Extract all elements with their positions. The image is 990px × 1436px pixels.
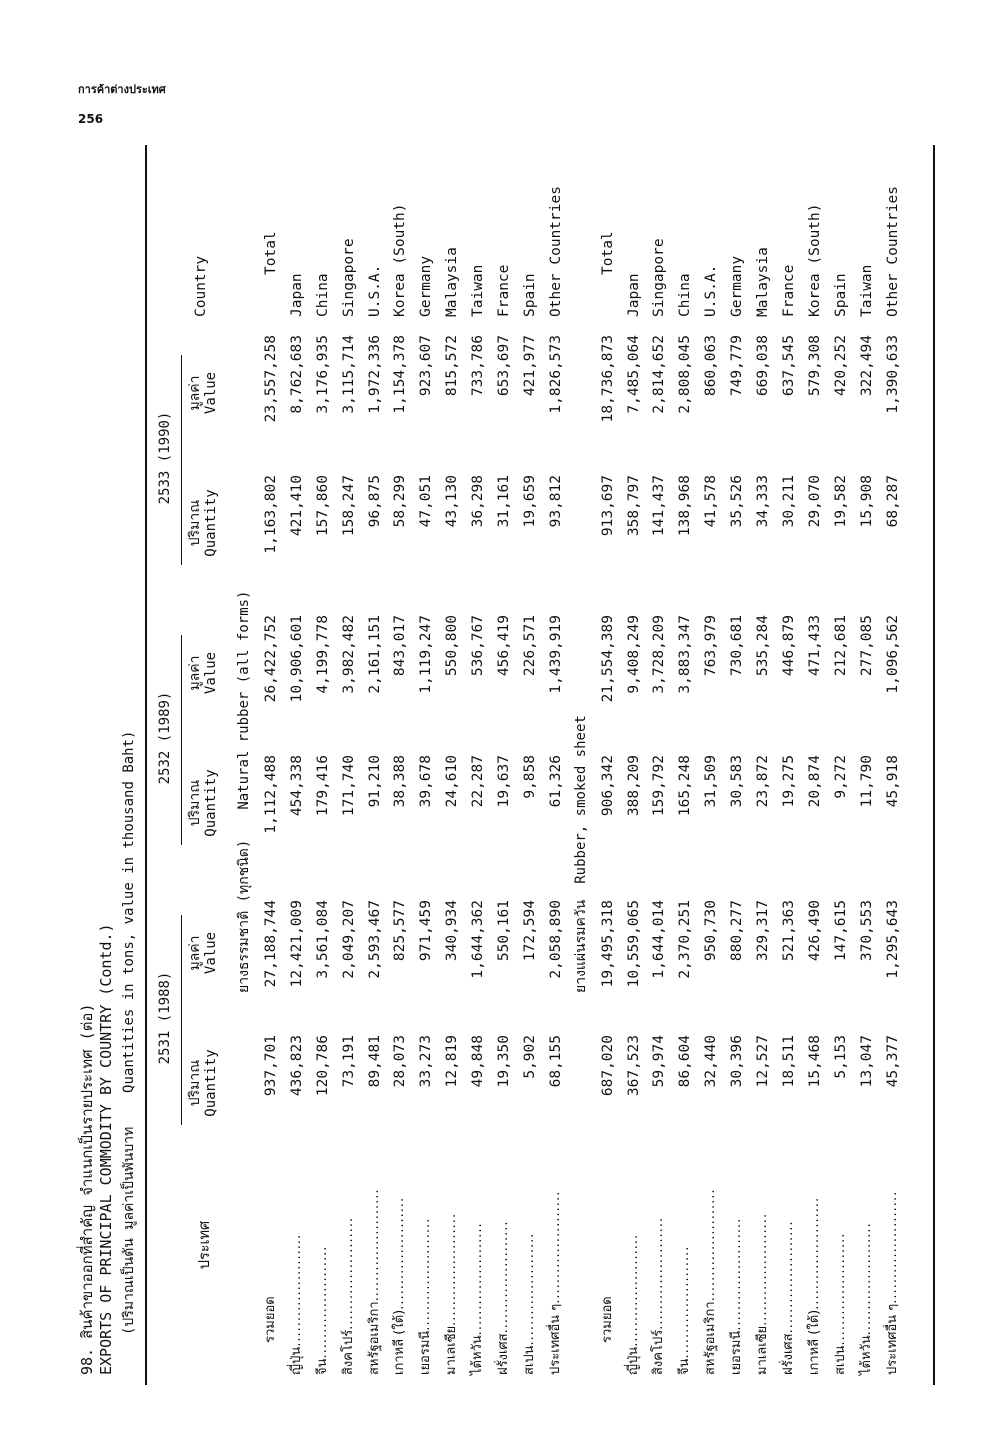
cell-q88: 30,396	[729, 1035, 746, 1088]
cell-v90: 421,977	[521, 335, 538, 397]
leader-dots: ......................	[418, 1217, 434, 1331]
cell-v90: 733,786	[470, 335, 487, 397]
cell-v90: 23,557,258	[262, 335, 279, 423]
header-value-thai: มูลค่า	[187, 935, 203, 971]
row-country-en: Singapore	[340, 238, 357, 317]
cell-q88: 5,153	[832, 1035, 849, 1079]
cell-v89: 471,433	[806, 615, 823, 677]
row-country-en: China	[314, 273, 331, 317]
leader-dots: ......................	[288, 1233, 304, 1347]
cell-q89: 11,790	[858, 755, 875, 808]
cell-v89: 446,879	[780, 615, 797, 677]
leader-dots: ......................	[444, 1212, 460, 1326]
cell-v88: 950,730	[703, 900, 720, 962]
cell-v90: 860,063	[703, 335, 720, 397]
cell-v89: 212,681	[832, 615, 849, 677]
cell-q90: 35,526	[729, 475, 746, 528]
cell-q90: 30,211	[780, 475, 797, 528]
cell-q90: 68,287	[884, 475, 901, 528]
cell-q89: 30,583	[729, 755, 746, 808]
row-country-thai: มาเลเซีย......................	[755, 1212, 770, 1375]
cell-v90: 749,779	[729, 335, 746, 397]
cell-q90: 34,333	[755, 475, 771, 528]
leader-dots: ......................	[677, 1245, 693, 1359]
cell-v88: 340,934	[444, 900, 461, 962]
table-row	[337, 145, 361, 1385]
cell-q89: 165,248	[677, 755, 694, 817]
row-country-thai: เกาหลี (ใต้)......................	[806, 1196, 822, 1375]
cell-v88: 1,644,014	[651, 900, 668, 979]
cell-q90: 96,875	[366, 475, 383, 528]
cell-v90: 8,762,683	[288, 335, 305, 414]
leader-dots: ......................	[470, 1222, 486, 1336]
cell-q89: 906,342	[599, 755, 616, 817]
cell-q90: 19,582	[832, 475, 849, 528]
cell-v89: 535,284	[755, 615, 771, 677]
leader-dots: ......................	[806, 1196, 822, 1310]
row-country-en: Taiwan	[858, 264, 875, 317]
header-value-en: Value	[203, 371, 219, 415]
bottom-rule	[933, 145, 935, 1385]
leader-dots: ......................	[366, 1188, 382, 1302]
row-country-en: China	[677, 273, 694, 317]
table-row	[673, 145, 697, 1385]
year-rule-1989	[181, 635, 182, 845]
cell-q89: 91,210	[366, 755, 383, 808]
cell-v88: 1,295,643	[884, 900, 901, 979]
header-country-en: Country	[193, 255, 209, 317]
row-country-en: Total	[262, 231, 279, 275]
leader-dots: ......................	[780, 1220, 796, 1334]
cell-q88: 120,786	[314, 1035, 331, 1097]
cell-v89: 277,085	[858, 615, 875, 677]
cell-v88: 2,058,890	[547, 900, 564, 979]
cell-q90: 15,908	[858, 475, 875, 528]
cell-q89: 19,637	[496, 755, 512, 808]
cell-q90: 31,161	[496, 475, 512, 528]
cell-q89: 39,678	[418, 755, 435, 808]
row-country-en: Taiwan	[470, 264, 487, 317]
leader-dots: ......................	[703, 1188, 719, 1302]
table-row	[829, 145, 853, 1385]
cell-v90: 420,252	[832, 335, 849, 397]
row-country-thai: ญี่ปุ่น......................	[625, 1233, 641, 1375]
cell-q90: 93,812	[547, 475, 564, 528]
header-quantity-en: Quantity	[203, 489, 219, 557]
cell-v89: 2,161,151	[366, 615, 383, 694]
cell-q90: 157,860	[314, 475, 331, 537]
leader-dots: ......................	[729, 1217, 745, 1331]
table-row	[492, 145, 516, 1385]
header-year-1990: 2533 (1990)	[157, 411, 173, 505]
cell-v90: 815,572	[444, 335, 461, 397]
cell-v90: 669,038	[755, 335, 771, 397]
row-country-thai: เกาหลี (ใต้)......................	[392, 1196, 408, 1375]
section-label	[233, 591, 255, 993]
table-row	[725, 145, 749, 1385]
row-country-en: Spain	[832, 273, 849, 317]
cell-v90: 18,736,873	[599, 335, 616, 423]
header-value-thai: มูลค่า	[187, 375, 203, 411]
cell-q90: 43,130	[444, 475, 461, 528]
row-country-thai: สเปน......................	[521, 1232, 537, 1375]
cell-q88: 19,350	[496, 1035, 512, 1088]
cell-q89: 20,874	[806, 755, 823, 808]
cell-q89: 19,275	[780, 755, 797, 808]
cell-q89: 1,112,488	[262, 755, 279, 834]
cell-q88: 73,191	[340, 1035, 357, 1088]
cell-q90: 913,697	[599, 475, 616, 537]
cell-q90: 138,968	[677, 475, 694, 537]
leader-dots: ......................	[755, 1212, 770, 1326]
row-country-en: Germany	[418, 255, 435, 317]
cell-v89: 9,408,249	[625, 615, 642, 694]
cell-v88: 550,161	[496, 900, 512, 962]
row-country-thai: เยอรมนี......................	[418, 1217, 434, 1375]
cell-q89: 179,416	[314, 755, 331, 817]
row-country-thai: ประเทศอื่น ๆ......................	[884, 1190, 900, 1375]
table-row	[440, 145, 464, 1385]
cell-q88: 28,073	[392, 1035, 409, 1088]
cell-q89: 388,209	[625, 755, 642, 817]
row-country-en: Other Countries	[884, 186, 901, 317]
cell-q90: 421,410	[288, 475, 305, 537]
row-country-en: Total	[599, 231, 616, 275]
unit-note	[118, 731, 140, 1335]
row-country-en: Korea (South)	[392, 203, 409, 317]
cell-q90: 358,797	[625, 475, 642, 537]
leader-dots: ......................	[858, 1222, 874, 1336]
cell-v88: 27,188,744	[262, 900, 279, 988]
page-number: 256	[78, 112, 104, 126]
row-country-thai: รวมยอด	[262, 1296, 278, 1343]
unit-note-english: Quantities in tons, value in thousand Baht)	[121, 730, 137, 1093]
cell-v90: 653,697	[496, 335, 512, 397]
cell-v90: 2,814,652	[651, 335, 668, 414]
cell-v90: 322,494	[858, 335, 875, 397]
table-row	[311, 145, 335, 1385]
header-quantity-thai: ปริมาณ	[187, 499, 203, 547]
cell-v90: 923,607	[418, 335, 435, 397]
cell-q88: 687,020	[599, 1035, 616, 1097]
cell-v90: 1,972,336	[366, 335, 383, 414]
header-value-thai: มูลค่า	[187, 655, 203, 691]
cell-q89: 9,858	[521, 755, 538, 799]
table-row	[622, 145, 646, 1385]
cell-v88: 329,317	[755, 900, 771, 962]
top-rule	[145, 145, 147, 1385]
cell-v90: 3,115,714	[340, 335, 357, 414]
row-country-en: Spain	[521, 273, 538, 317]
section-label	[570, 715, 592, 993]
leader-dots: ......................	[496, 1220, 511, 1334]
cell-v90: 1,390,633	[884, 335, 901, 414]
cell-q89: 38,388	[392, 755, 409, 808]
section-label-thai: ยางธรรมชาติ (ทุกชนิด)	[236, 839, 252, 993]
row-country-en: Singapore	[651, 238, 668, 317]
table-row	[699, 145, 723, 1385]
cell-q88: 32,440	[703, 1035, 720, 1088]
table-row	[466, 145, 490, 1385]
cell-v88: 426,490	[806, 900, 823, 962]
row-country-thai: ไต้หวัน......................	[858, 1222, 874, 1375]
row-country-thai: สหรัฐอเมริกา......................	[366, 1188, 382, 1375]
cell-q89: 31,509	[703, 755, 720, 808]
table-row	[777, 145, 801, 1385]
header-value-en: Value	[203, 931, 219, 975]
cell-q89: 23,872	[755, 755, 771, 808]
table-row	[803, 145, 827, 1385]
cell-v90: 3,176,935	[314, 335, 331, 414]
row-country-thai: จีน......................	[314, 1245, 330, 1375]
cell-q88: 68,155	[547, 1035, 564, 1088]
table-row	[363, 145, 387, 1385]
cell-v88: 172,594	[521, 900, 538, 962]
cell-v88: 825,577	[392, 900, 409, 962]
row-country-en: France	[496, 264, 512, 317]
cell-q90: 41,578	[703, 475, 720, 528]
section-label-thai: ยางแผ่นรมควัน	[572, 899, 589, 993]
cell-v89: 3,728,209	[651, 615, 668, 694]
cell-v90: 1,826,573	[547, 335, 564, 414]
section-label-english: Rubber, smoked sheet	[572, 715, 589, 884]
cell-v88: 2,049,207	[340, 900, 357, 979]
row-country-en: Korea (South)	[806, 203, 823, 317]
cell-v88: 2,593,467	[366, 900, 383, 979]
header-year-1989: 2532 (1989)	[157, 691, 173, 785]
cell-q88: 12,527	[755, 1035, 771, 1088]
cell-v88: 880,277	[729, 900, 746, 962]
cell-q88: 13,047	[858, 1035, 875, 1088]
cell-v88: 3,561,084	[314, 900, 331, 979]
row-country-en: U.S.A.	[703, 264, 720, 317]
cell-v89: 1,439,919	[547, 615, 564, 694]
cell-q88: 5,902	[521, 1035, 538, 1079]
cell-q88: 59,974	[651, 1035, 668, 1088]
table-title-thai: 98. สินค้าขาออกที่สำคัญ จำแนกเป็นรายประเทศ (ต่อ)	[78, 1003, 96, 1375]
leader-dots: ......................	[547, 1190, 563, 1304]
table-row	[751, 145, 775, 1385]
row-country-thai: ประเทศอื่น ๆ......................	[547, 1190, 563, 1375]
header-country-thai: ประเทศ	[197, 1220, 213, 1270]
cell-v89: 4,199,778	[314, 615, 331, 694]
table-row	[647, 145, 671, 1385]
cell-v89: 843,017	[392, 615, 409, 677]
cell-q89: 159,792	[651, 755, 668, 817]
leader-dots: ......................	[314, 1245, 330, 1359]
row-country-en: Other Countries	[547, 186, 564, 317]
table-row	[596, 145, 620, 1385]
cell-v89: 3,982,482	[340, 615, 357, 694]
header-value-en: Value	[203, 651, 219, 695]
table-row	[388, 145, 412, 1385]
cell-q90: 19,659	[521, 475, 538, 528]
page-category: การค้าต่างประเทศ	[78, 83, 166, 96]
cell-q89: 24,610	[444, 755, 461, 808]
cell-v90: 579,308	[806, 335, 823, 397]
cell-v90: 7,485,064	[625, 335, 642, 414]
leader-dots: ......................	[884, 1190, 900, 1304]
cell-v89: 21,554,389	[599, 615, 616, 703]
cell-q88: 12,819	[444, 1035, 461, 1088]
table-row	[285, 145, 309, 1385]
cell-q90: 36,298	[470, 475, 487, 528]
row-country-en: Malaysia	[444, 247, 461, 317]
header-quantity-thai: ปริมาณ	[187, 1059, 203, 1107]
header-quantity-thai: ปริมาณ	[187, 779, 203, 827]
table-row	[544, 145, 568, 1385]
cell-v89: 226,571	[521, 615, 538, 677]
cell-v89: 1,119,247	[418, 615, 435, 694]
leader-dots: ......................	[832, 1232, 848, 1346]
cell-v89: 536,767	[470, 615, 487, 677]
leader-dots: ......................	[392, 1196, 408, 1310]
cell-q88: 436,823	[288, 1035, 305, 1097]
header-quantity-en: Quantity	[203, 769, 219, 837]
cell-q89: 22,287	[470, 755, 487, 808]
cell-q88: 33,273	[418, 1035, 435, 1088]
cell-q89: 45,918	[884, 755, 901, 808]
cell-q90: 1,163,802	[262, 475, 279, 554]
leader-dots: ......................	[625, 1233, 641, 1347]
cell-v90: 1,154,378	[392, 335, 409, 414]
cell-q89: 9,272	[832, 755, 849, 799]
cell-v89: 456,419	[496, 615, 512, 677]
leader-dots: ......................	[521, 1232, 537, 1346]
cell-q88: 15,468	[806, 1035, 823, 1088]
table-row	[259, 145, 283, 1385]
cell-v89: 730,681	[729, 615, 746, 677]
cell-v88: 19,495,318	[599, 900, 616, 988]
cell-v88: 10,559,065	[625, 900, 642, 988]
cell-v90: 2,808,045	[677, 335, 694, 414]
table-row	[881, 145, 905, 1385]
row-country-en: France	[780, 264, 797, 317]
year-rule-1988	[181, 915, 182, 1125]
row-country-thai: สหรัฐอเมริกา......................	[703, 1188, 719, 1375]
cell-q89: 61,326	[547, 755, 564, 808]
cell-v90: 637,545	[780, 335, 797, 397]
row-country-thai: จีน......................	[677, 1245, 693, 1375]
unit-note-thai: (ปริมาณเป็นตัน มูลค่าเป็นพันบาท	[121, 1126, 137, 1335]
section-label-english: Natural rubber (all forms)	[236, 590, 252, 810]
header-year-1988: 2531 (1988)	[157, 971, 173, 1065]
row-country-en: U.S.A.	[366, 264, 383, 317]
row-country-thai: สเปน......................	[832, 1232, 848, 1375]
cell-q89: 454,338	[288, 755, 305, 817]
cell-v88: 521,363	[780, 900, 797, 962]
cell-q88: 89,481	[366, 1035, 383, 1088]
row-country-thai: สิงคโปร์......................	[651, 1216, 667, 1375]
cell-v89: 3,883,347	[677, 615, 694, 694]
cell-q88: 45,377	[884, 1035, 901, 1088]
cell-q90: 47,051	[418, 475, 435, 528]
row-country-thai: มาเลเซีย......................	[444, 1212, 460, 1375]
leader-dots: ......................	[651, 1216, 667, 1330]
leader-dots: ......................	[340, 1216, 356, 1330]
row-country-en: Japan	[625, 273, 642, 317]
row-country-thai: สิงคโปร์......................	[340, 1216, 356, 1375]
table-row	[518, 145, 542, 1385]
cell-q88: 86,604	[677, 1035, 694, 1088]
table-row	[414, 145, 438, 1385]
rotated-table	[75, 145, 945, 1385]
cell-v89: 10,906,601	[288, 615, 305, 703]
cell-q88: 937,701	[262, 1035, 279, 1097]
cell-q89: 171,740	[340, 755, 357, 817]
cell-q90: 29,070	[806, 475, 823, 528]
cell-v89: 26,422,752	[262, 615, 279, 703]
year-rule-1990	[181, 355, 182, 565]
row-country-thai: ฝรั่งเศส......................	[496, 1220, 511, 1375]
cell-q90: 58,299	[392, 475, 409, 528]
cell-q90: 141,437	[651, 475, 668, 537]
cell-q88: 18,511	[780, 1035, 797, 1088]
cell-q88: 367,523	[625, 1035, 642, 1097]
table-title-english: EXPORTS OF PRINCIPAL COMMODITY BY COUNTRY (Contd.)	[97, 923, 115, 1375]
row-country-thai: ฝรั่งเศส......................	[780, 1220, 796, 1375]
cell-v88: 971,459	[418, 900, 435, 962]
cell-v89: 550,800	[444, 615, 461, 677]
row-country-thai: ไต้หวัน......................	[470, 1222, 486, 1375]
header-quantity-en: Quantity	[203, 1049, 219, 1117]
cell-v88: 12,421,009	[288, 900, 305, 988]
cell-v89: 1,096,562	[884, 615, 901, 694]
table-row	[855, 145, 879, 1385]
row-country-thai: รวมยอด	[599, 1296, 615, 1343]
row-country-thai: เยอรมนี......................	[729, 1217, 745, 1375]
cell-v88: 147,615	[832, 900, 849, 962]
cell-v89: 763,979	[703, 615, 720, 677]
cell-v88: 370,553	[858, 900, 875, 962]
row-country-en: Malaysia	[755, 247, 771, 317]
cell-v88: 2,370,251	[677, 900, 694, 979]
cell-q88: 49,848	[470, 1035, 487, 1088]
row-country-en: Japan	[288, 273, 305, 317]
cell-v88: 1,644,362	[470, 900, 487, 979]
cell-q90: 158,247	[340, 475, 357, 537]
row-country-thai: ญี่ปุ่น......................	[288, 1233, 304, 1375]
row-country-en: Germany	[729, 255, 746, 317]
